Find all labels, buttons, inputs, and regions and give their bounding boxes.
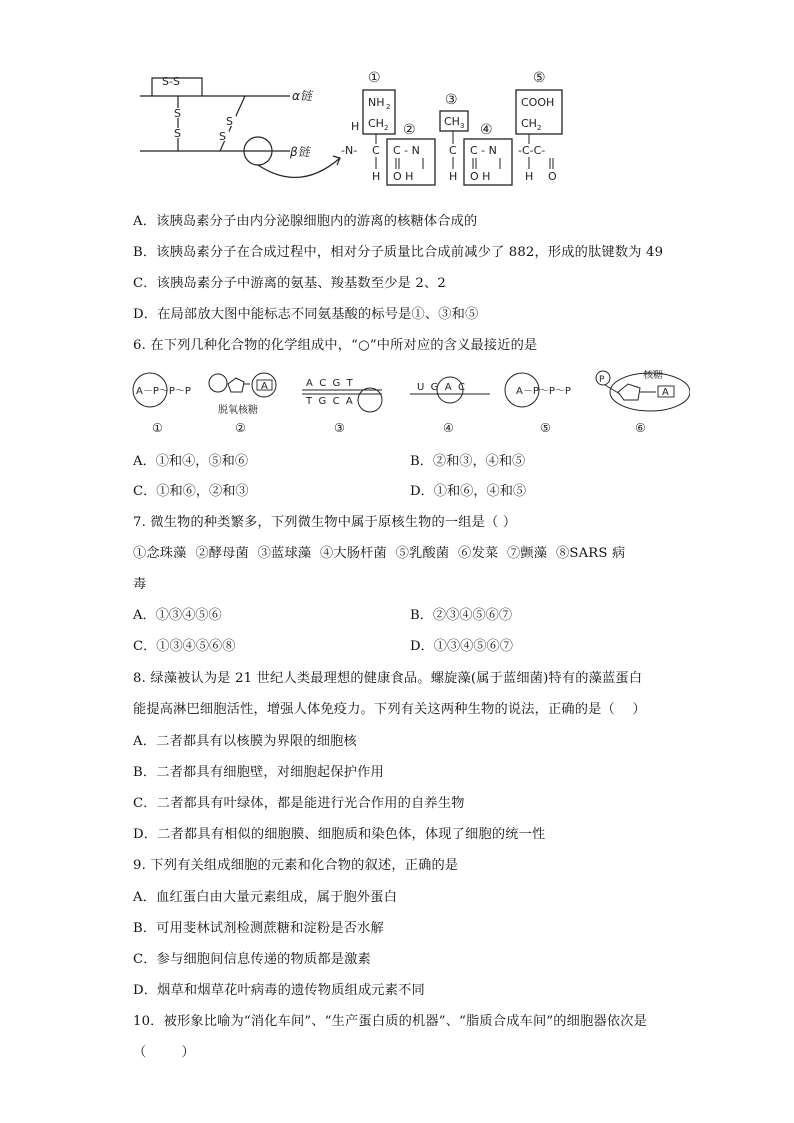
figure-number-3: ③: [334, 421, 345, 435]
circle-number-3: ③: [445, 92, 458, 108]
q8-stem-line2: 能提高淋巴细胞活性，增强人体免疫力。下列有关这两种生物的说法，正确的是（ ）: [133, 702, 646, 717]
insulin-structure-figure: [140, 68, 580, 188]
q5-option-b: B．该胰岛素分子在合成过程中，相对分子质量比合成前减少了 882，形成的肽键数为 49: [133, 245, 664, 260]
q6-option-d: D．①和⑥，④和⑤: [410, 484, 527, 499]
q8-option-b: B．二者都具有细胞壁，对细胞起保护作用: [133, 765, 384, 780]
compounds-figure: [130, 370, 690, 440]
group3-ch3: CH: [444, 115, 460, 128]
compound4-rna: U G A C: [417, 382, 465, 393]
peptide-bond-cn: C - N: [393, 144, 420, 157]
compound6-phosphate: P: [599, 375, 605, 385]
n-atom: -N-: [341, 144, 358, 157]
q6-stem: 6. 在下列几种化合物的化学组成中，“○”中所对应的含义最接近的是: [133, 338, 538, 353]
q9-option-a: A．血红蛋白由大量元素组成，属于胞外蛋白: [133, 890, 398, 905]
h-atom: H: [525, 170, 534, 183]
q9-option-d: D．烟草和烟草花叶病毒的遗传物质组成元素不同: [133, 983, 425, 998]
q7-stem: 7. 微生物的种类繁多，下列微生物中属于原核生物的一组是（ ）: [133, 515, 517, 530]
alpha-chain-label: α链: [292, 89, 312, 103]
peptide-bond-oh: O H: [470, 170, 491, 183]
s-label: S: [226, 115, 233, 128]
group1-nh2-sub: 2: [386, 103, 391, 111]
q10-stem: 10．被形象比喻为“消化车间”、“生产蛋白质的机器”、“脂质合成车间”的细胞器依次是: [133, 1014, 648, 1029]
c-alpha: C: [372, 144, 380, 157]
compound3-bottom: T G C A: [306, 396, 353, 407]
q9-option-c: C．参与细胞间信息传递的物质都是激素: [133, 952, 371, 967]
s-label: S: [219, 130, 226, 143]
group5-ch2-sub: 2: [537, 124, 542, 132]
q6-option-b: B．②和③，④和⑤: [410, 454, 526, 469]
circle-number-4: ④: [480, 122, 493, 138]
compound6-label: 核糖: [643, 370, 663, 381]
q8-stem-line1: 8. 绿藻被认为是 21 世纪人类最理想的健康食品。螺旋藻(属于蓝细菌)特有的藻蓝蛋白: [133, 671, 643, 686]
h-atom: H: [372, 170, 381, 183]
peptide-bond-oh: O H: [393, 170, 414, 183]
group5-ch2: CH: [521, 117, 537, 130]
group1-ch2: CH: [368, 117, 384, 130]
q7-items: ①念珠藻 ②酵母菌 ③蓝球藻 ④大肠杆菌 ⑤乳酸菌 ⑥发菜 ⑦颤藻 ⑧SARS 病: [133, 546, 626, 561]
compound6-base: A: [662, 387, 669, 398]
figure-number-6: ⑥: [635, 421, 646, 435]
q5-option-c: C．该胰岛素分子中游离的氨基、羧基数至少是 2、2: [133, 276, 446, 291]
c-alpha: C: [449, 144, 457, 157]
compound2-label: 脱氧核糖: [218, 405, 258, 416]
o-atom: O: [548, 170, 557, 183]
q7-option-a: A．①③④⑤⑥: [133, 608, 222, 623]
q7-option-b: B．②③④⑤⑥⑦: [410, 608, 513, 623]
backbone-end: -C-C-: [518, 144, 546, 157]
peptide-bond-cn: C - N: [470, 144, 497, 157]
q8-option-a: A．二者都具有以核膜为界限的细胞核: [133, 734, 357, 749]
q6-option-a: A．①和④，⑤和⑥: [133, 454, 249, 469]
compound3-top: A C G T: [306, 378, 353, 389]
q9-option-b: B．可用斐林试剂检测蔗糖和淀粉是否水解: [133, 921, 384, 936]
q8-option-c: C．二者都具有叶绿体，都是能进行光合作用的自养生物: [133, 796, 465, 811]
s-label: S: [174, 127, 181, 140]
compound1-atp: A－P～P～P: [136, 386, 191, 397]
figure-number-1: ①: [152, 421, 163, 435]
s-label: S: [174, 107, 181, 120]
q6-option-c: C．①和⑥，②和③: [133, 484, 249, 499]
group5-cooh: COOH: [521, 96, 555, 109]
q5-option-d: D．在局部放大图中能标志不同氨基酸的标号是①、③和⑤: [133, 307, 479, 322]
h-atom: H: [351, 120, 360, 133]
q5-option-a: A．该胰岛素分子由内分泌腺细胞内的游离的核糖体合成的: [133, 214, 478, 229]
figure-number-5: ⑤: [540, 421, 551, 435]
h-atom: H: [449, 170, 458, 183]
circle-number-2: ②: [403, 122, 416, 138]
compound5-atp: A－P～P～P: [516, 386, 571, 397]
compound2-base: A: [261, 381, 268, 392]
s-label: S-S: [162, 75, 180, 88]
group1-ch2-sub: 2: [384, 124, 389, 132]
group3-ch3-sub: 3: [460, 122, 465, 130]
beta-chain-label: β链: [290, 145, 310, 159]
q7-items-cont: 毒: [133, 577, 147, 592]
q9-stem: 9. 下列有关组成细胞的元素和化合物的叙述，正确的是: [133, 858, 459, 873]
q7-option-c: C．①③④⑤⑥⑧: [133, 639, 236, 654]
figure-number-2: ②: [235, 421, 246, 435]
q10-answer-blank: （ ）: [133, 1045, 195, 1060]
q8-option-d: D．二者都具有相似的细胞膜、细胞质和染色体，体现了细胞的统一性: [133, 827, 546, 842]
circle-number-1: ①: [368, 70, 381, 86]
figure-number-4: ④: [443, 421, 454, 435]
circle-number-5: ⑤: [533, 70, 546, 86]
q7-option-d: D．①③④⑤⑥⑦: [410, 639, 513, 654]
group1-nh2: NH: [368, 96, 385, 109]
